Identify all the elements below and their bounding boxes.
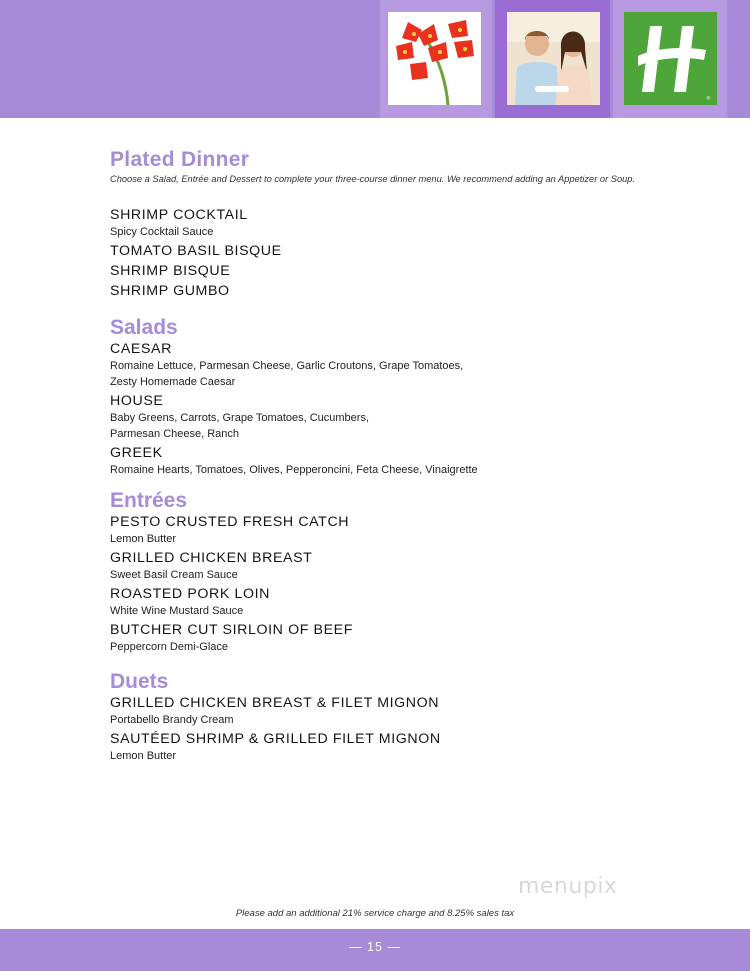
section-title: Duets bbox=[110, 670, 169, 693]
entrees-section bbox=[110, 489, 353, 655]
menu-item-description: Romaine Hearts, Tomatoes, Olives, Pepperoncini, Feta Cheese, Vinaigrette bbox=[110, 464, 478, 476]
menu-item-description: Zesty Homemade Caesar bbox=[110, 376, 236, 388]
menu-item-name: HOUSE bbox=[110, 393, 164, 409]
menu-item-description: Baby Greens, Carrots, Grape Tomatoes, Cucumbers, bbox=[110, 412, 370, 424]
section-title: Entrées bbox=[110, 489, 188, 512]
menu-item-name: GRILLED CHICKEN BREAST & FILET MIGNON bbox=[110, 695, 440, 711]
menu-item-name: SAUTÉED SHRIMP & GRILLED FILET MIGNON bbox=[110, 731, 441, 747]
service-charge-note: Please add an additional 21% service charge and 8.25% sales tax bbox=[235, 908, 515, 919]
menu-item-description: Parmesan Cheese, Ranch bbox=[110, 428, 240, 440]
duets-section bbox=[110, 670, 441, 764]
menu-item-name: SHRIMP COCKTAIL bbox=[110, 207, 248, 223]
menu-item-name: GREEK bbox=[110, 445, 163, 461]
page-title: Plated Dinner bbox=[110, 148, 250, 171]
menu-item-description: Spicy Cocktail Sauce bbox=[110, 226, 214, 238]
couple-icon bbox=[507, 12, 600, 105]
red-orchid-photo bbox=[388, 12, 481, 105]
couple-dining-photo bbox=[507, 12, 600, 105]
intro-text: Choose a Salad, Entrée and Dessert to complete your three-course dinner menu. We recommend adding an Appetizer or Soup. bbox=[110, 174, 636, 184]
svg-text:®: ® bbox=[706, 96, 711, 102]
menu-item-name: ROASTED PORK LOIN bbox=[110, 586, 270, 602]
menu-item-name: PESTO CRUSTED FRESH CATCH bbox=[110, 514, 350, 530]
menu-item-description: Romaine Lettuce, Parmesan Cheese, Garlic Croutons, Grape Tomatoes, bbox=[110, 360, 464, 372]
menu-item-description: Portabello Brandy Cream bbox=[110, 714, 234, 726]
menu-item-name: TOMATO BASIL BISQUE bbox=[110, 243, 282, 259]
menu-item-description: Peppercorn Demi-Glace bbox=[110, 641, 228, 653]
watermark: menupix bbox=[518, 874, 618, 899]
menu-item-name: GRILLED CHICKEN BREAST bbox=[110, 550, 313, 566]
menu-item-name: CAESAR bbox=[110, 341, 172, 357]
holiday-inn-logo bbox=[624, 12, 717, 105]
menu-item-description: Lemon Butter bbox=[110, 533, 177, 545]
menu-item-description: Sweet Basil Cream Sauce bbox=[110, 569, 238, 581]
page-number: — 15 — bbox=[349, 940, 401, 954]
plated-dinner-section bbox=[110, 148, 670, 186]
hotel-logo-icon bbox=[624, 12, 717, 105]
menu-item-name: BUTCHER CUT SIRLOIN OF BEEF bbox=[110, 622, 353, 638]
salads-section bbox=[110, 316, 478, 478]
menu-item-name: SHRIMP GUMBO bbox=[110, 283, 230, 299]
menu-item-description: White Wine Mustard Sauce bbox=[110, 605, 244, 617]
menu-item-description: Lemon Butter bbox=[110, 750, 177, 762]
section-title: Salads bbox=[110, 316, 178, 339]
appetizer-list bbox=[110, 206, 282, 300]
flower-icon bbox=[388, 12, 481, 105]
menu-item-name: SHRIMP BISQUE bbox=[110, 263, 231, 279]
